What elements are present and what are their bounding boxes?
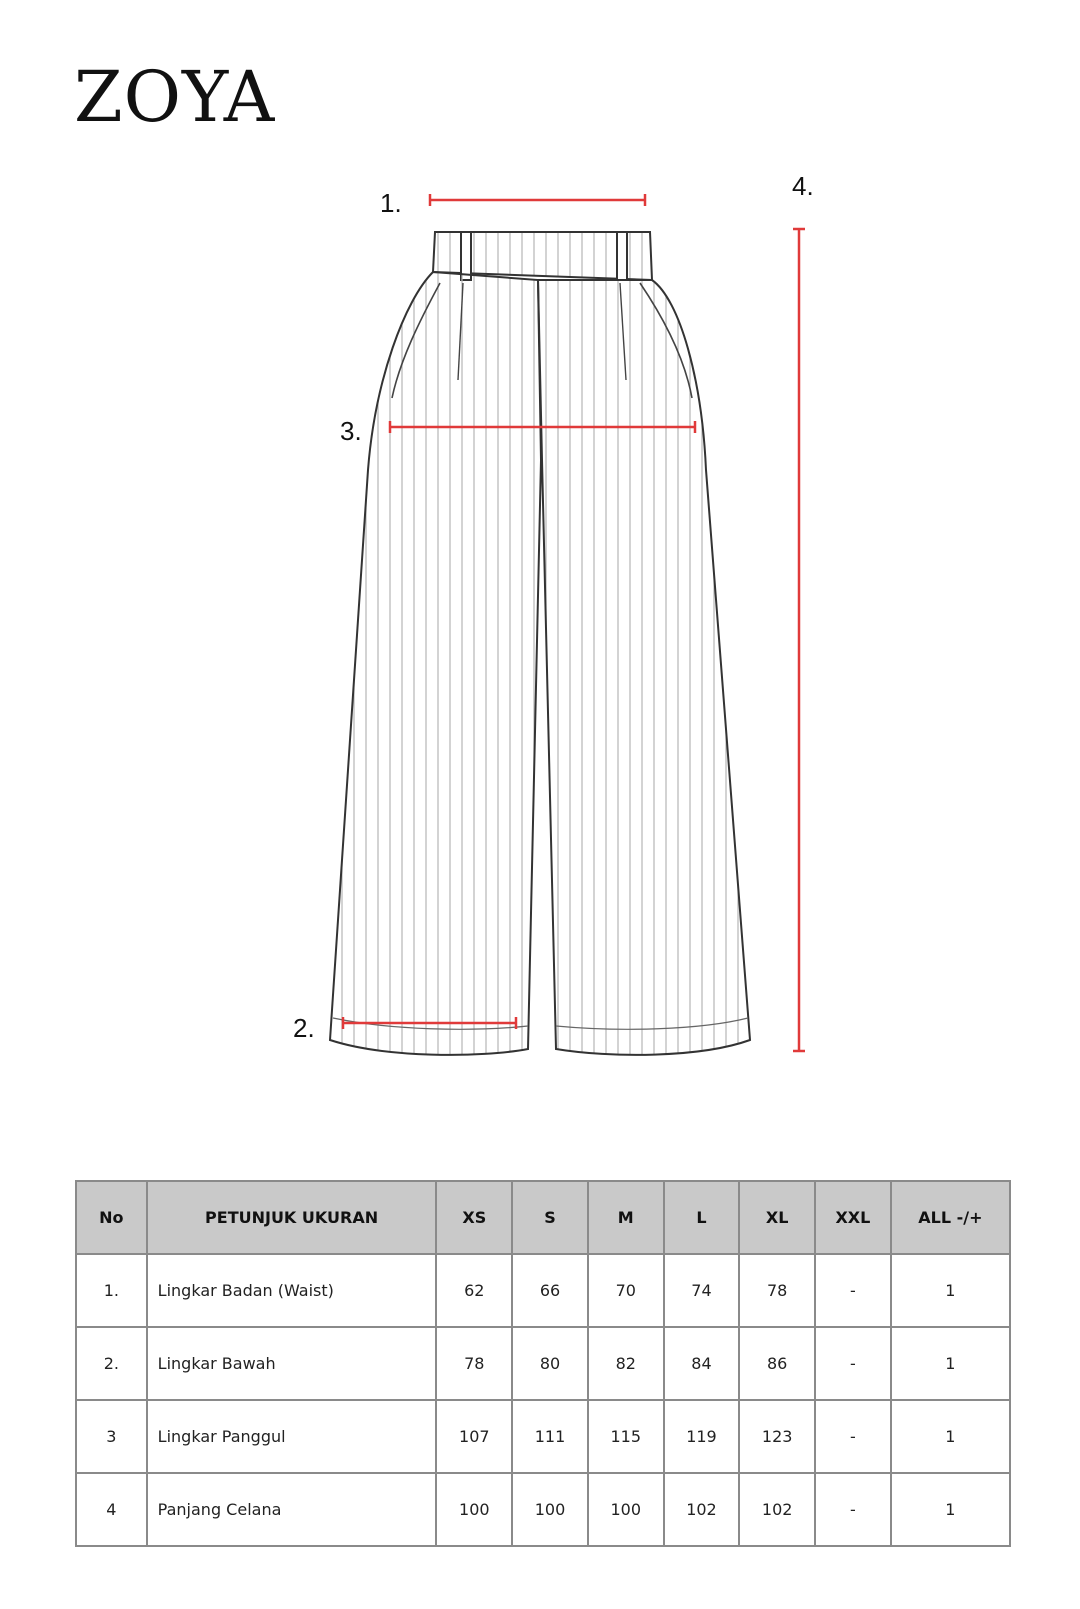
brand-logo: ZOYA — [74, 56, 276, 138]
cell-no: 1. — [76, 1254, 147, 1327]
cell-s: 66 — [512, 1254, 588, 1327]
cell-tolerance: 1 — [891, 1254, 1010, 1327]
cell-m: 100 — [588, 1473, 664, 1546]
cell-l: 74 — [664, 1254, 740, 1327]
header-s: S — [512, 1181, 588, 1254]
cell-s: 80 — [512, 1327, 588, 1400]
cell-tolerance: 1 — [891, 1327, 1010, 1400]
measure-label-3: 3. — [340, 416, 362, 446]
cell-tolerance: 1 — [891, 1473, 1010, 1546]
header-tolerance: ALL -/+ — [891, 1181, 1010, 1254]
cell-xxl: - — [815, 1254, 891, 1327]
measure-label-4: 4. — [792, 171, 814, 201]
cell-l: 102 — [664, 1473, 740, 1546]
cell-description: Lingkar Bawah — [147, 1327, 437, 1400]
cell-m: 115 — [588, 1400, 664, 1473]
cell-xs: 107 — [436, 1400, 512, 1473]
cell-xs: 62 — [436, 1254, 512, 1327]
cell-xxl: - — [815, 1400, 891, 1473]
header-l: L — [664, 1181, 740, 1254]
cell-xl: 78 — [739, 1254, 815, 1327]
belt-loop-left — [461, 232, 471, 280]
table-row — [76, 1400, 1010, 1473]
size-chart-table — [75, 1180, 1011, 1547]
cell-s: 111 — [512, 1400, 588, 1473]
measure-label-2: 2. — [293, 1013, 315, 1043]
header-description: PETUNJUK UKURAN — [147, 1181, 437, 1254]
measure-label-1: 1. — [380, 188, 402, 218]
cell-m: 82 — [588, 1327, 664, 1400]
cell-l: 84 — [664, 1327, 740, 1400]
table-row — [76, 1473, 1010, 1546]
cell-xxl: - — [815, 1327, 891, 1400]
cell-s: 100 — [512, 1473, 588, 1546]
cell-l: 119 — [664, 1400, 740, 1473]
cell-description: Lingkar Panggul — [147, 1400, 437, 1473]
cell-no: 4 — [76, 1473, 147, 1546]
table-row — [76, 1254, 1010, 1327]
cell-xl: 123 — [739, 1400, 815, 1473]
cell-xl: 86 — [739, 1327, 815, 1400]
left-leg — [330, 272, 541, 1055]
cell-description: Lingkar Badan (Waist) — [147, 1254, 437, 1327]
belt-loop-right — [617, 232, 627, 280]
table-row — [76, 1327, 1010, 1400]
right-leg — [538, 280, 750, 1055]
cell-xl: 102 — [739, 1473, 815, 1546]
cell-xs: 78 — [436, 1327, 512, 1400]
cell-m: 70 — [588, 1254, 664, 1327]
cell-xs: 100 — [436, 1473, 512, 1546]
cell-no: 2. — [76, 1327, 147, 1400]
header-xs: XS — [436, 1181, 512, 1254]
cell-tolerance: 1 — [891, 1400, 1010, 1473]
header-xxl: XXL — [815, 1181, 891, 1254]
cell-description: Panjang Celana — [147, 1473, 437, 1546]
header-m: M — [588, 1181, 664, 1254]
measure-line-length — [793, 229, 805, 1051]
cell-xxl: - — [815, 1473, 891, 1546]
header-no: No — [76, 1181, 147, 1254]
cell-no: 3 — [76, 1400, 147, 1473]
header-xl: XL — [739, 1181, 815, 1254]
table-header-row — [76, 1181, 1010, 1254]
measure-line-waist — [430, 194, 645, 206]
